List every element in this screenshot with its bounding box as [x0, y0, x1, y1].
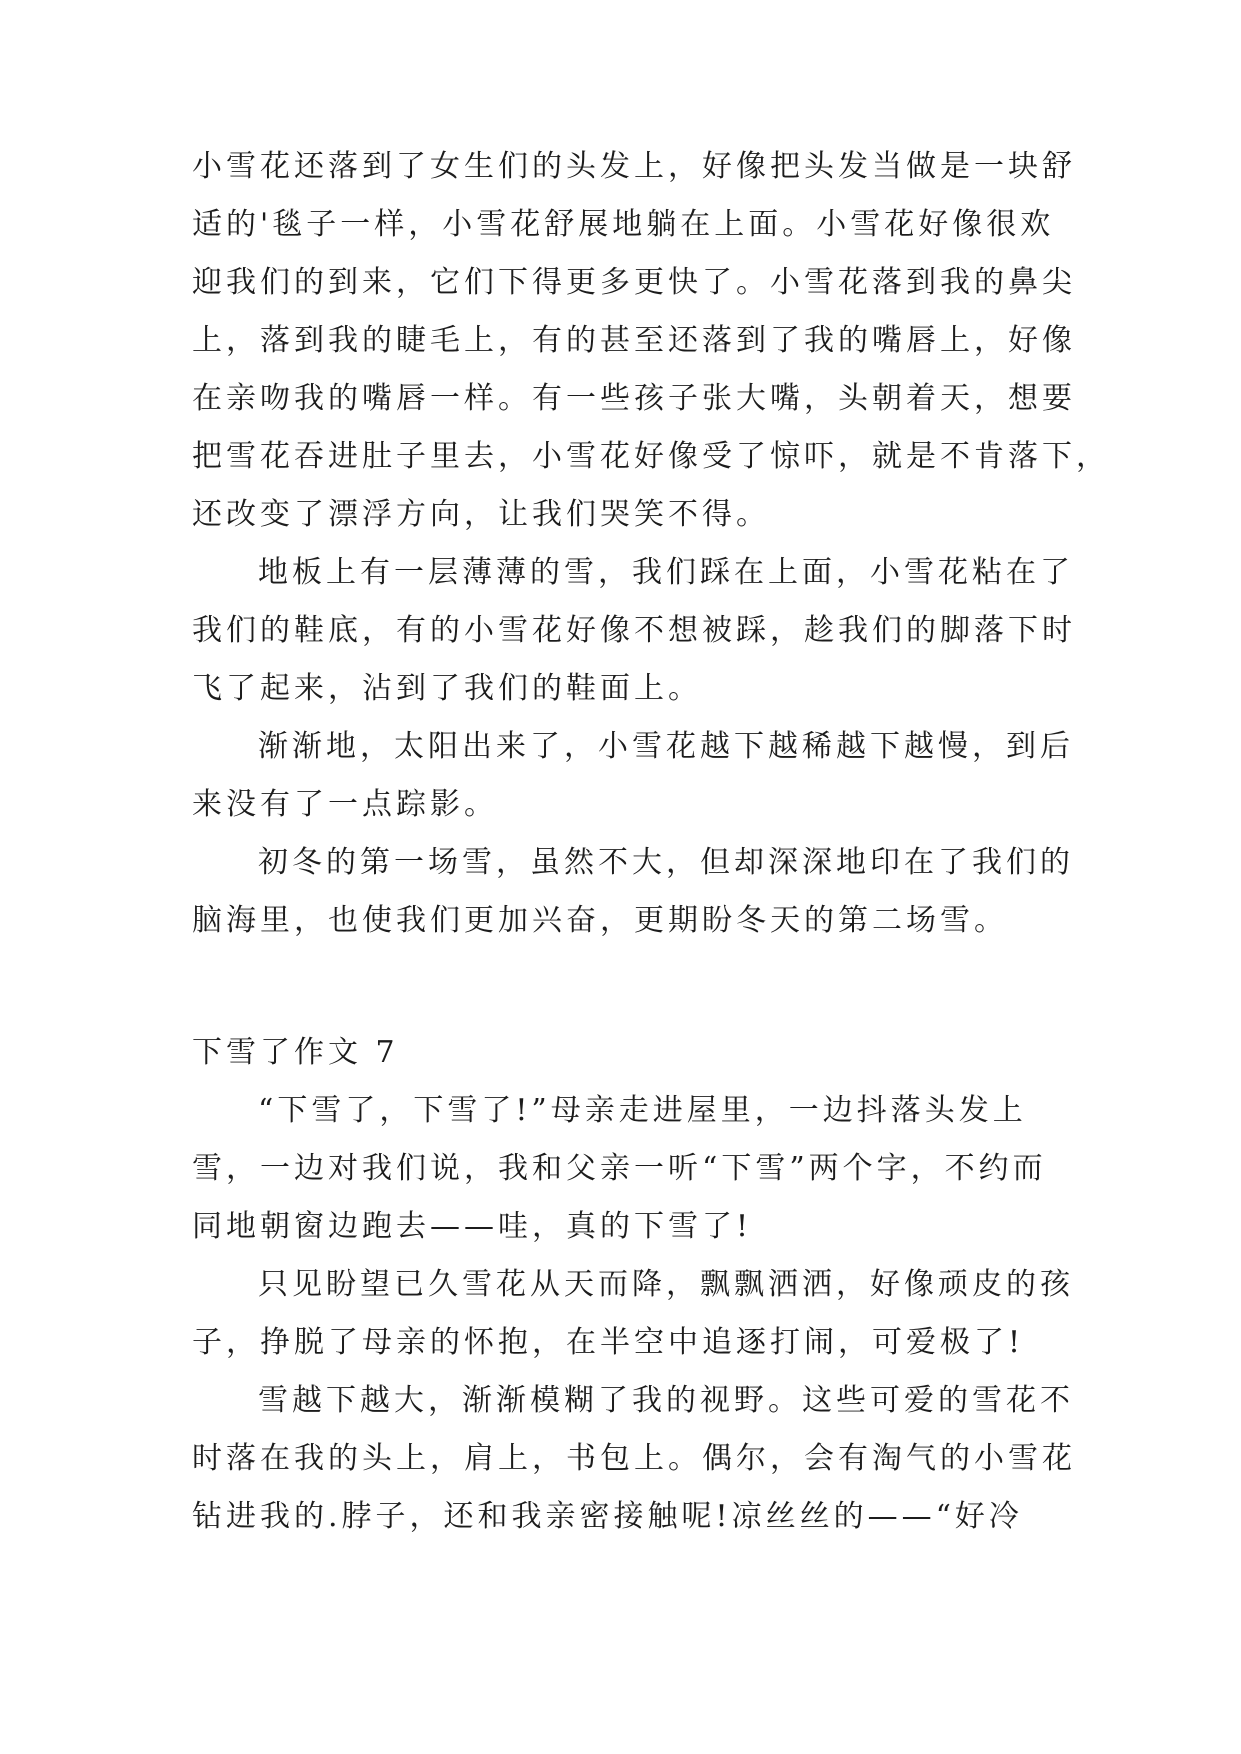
paragraph-start-line: 地板上有一层薄薄的雪，我们踩在上面，小雪花粘在了 [258, 555, 1074, 590]
paragraph-start-line: 渐渐地，太阳出来了，小雪花越下越稀越下越慢，到后 [258, 729, 1074, 764]
text-line: 子，挣脱了母亲的怀抱，在半空中追逐打闹，可爱极了! [192, 1325, 1025, 1360]
paragraph-start-line: 初冬的第一场雪，虽然不大，但却深深地印在了我们的 [258, 845, 1074, 880]
text-line: 飞了起来，沾到了我们的鞋面上。 [192, 671, 702, 706]
text-line: 钻进我的.脖子，还和我亲密接触呢!凉丝丝的——“好冷 [192, 1499, 1023, 1534]
text-line: 适的'毯子一样，小雪花舒展地躺在上面。小雪花好像很欢 [192, 207, 1055, 242]
text-line: 还改变了漂浮方向，让我们哭笑不得。 [192, 497, 770, 532]
text-line: 把雪花吞进肚子里去，小雪花好像受了惊吓，就是不肯落下， [192, 439, 1110, 474]
text-line: 我们的鞋底，有的小雪花好像不想被踩，趁我们的脚落下时 [192, 613, 1076, 648]
text-line: 雪，一边对我们说，我和父亲一听“下雪”两个字，不约而 [192, 1151, 1047, 1186]
text-line: 迎我们的到来，它们下得更多更快了。小雪花落到我的鼻尖 [192, 265, 1076, 300]
text-line: 来没有了一点踪影。 [192, 787, 498, 822]
text-line: 小雪花还落到了女生们的头发上，好像把头发当做是一块舒 [192, 149, 1076, 184]
text-line: 上，落到我的睫毛上，有的甚至还落到了我的嘴唇上，好像 [192, 323, 1076, 358]
text-line: 时落在我的头上，肩上，书包上。偶尔，会有淘气的小雪花 [192, 1441, 1076, 1476]
essay-continuation [192, 138, 1110, 950]
text-line: 同地朝窗边跑去——哇，真的下雪了! [192, 1209, 753, 1244]
essay-7-body [192, 1082, 1076, 1546]
text-line: 在亲吻我的嘴唇一样。有一些孩子张大嘴，头朝着天，想要 [192, 381, 1076, 416]
paragraph-start-line: “下雪了，下雪了!”母亲走进屋里，一边抖落头发上 [258, 1093, 1027, 1128]
essay-heading: 下雪了作文 7 [192, 1035, 399, 1070]
text-line: 脑海里，也使我们更加兴奋，更期盼冬天的第二场雪。 [192, 903, 1008, 938]
paragraph-start-line: 只见盼望已久雪花从天而降，飘飘洒洒，好像顽皮的孩 [258, 1267, 1074, 1302]
paragraph-start-line: 雪越下越大，渐渐模糊了我的视野。这些可爱的雪花不 [258, 1383, 1074, 1418]
